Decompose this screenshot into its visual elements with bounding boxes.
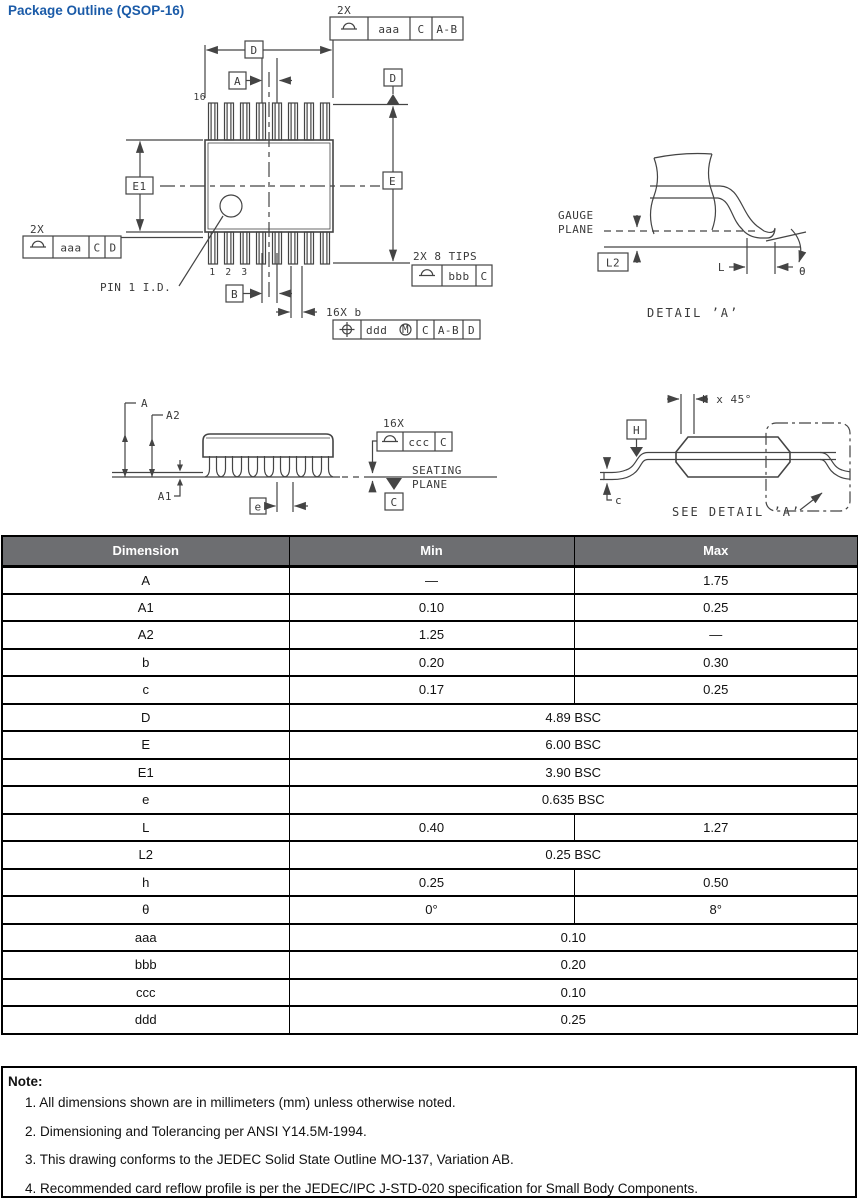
max-cell: 8° xyxy=(574,896,858,924)
pin-number-1: 1 xyxy=(209,267,216,278)
end-view xyxy=(600,393,850,519)
table-row xyxy=(2,924,858,952)
dim-cell: θ xyxy=(2,896,289,924)
max-cell: 0.25 xyxy=(574,594,858,622)
gauge-plane-label-2: PLANE xyxy=(558,223,594,236)
table-row xyxy=(2,1006,858,1034)
table-row xyxy=(2,759,858,787)
dim-cell: aaa xyxy=(2,924,289,952)
fcf-b-tolerance: ddd xyxy=(366,324,388,337)
dim-cell: c xyxy=(2,676,289,704)
table-row xyxy=(2,896,858,924)
fcf-left xyxy=(23,236,203,258)
datum-d-label: D xyxy=(389,72,397,85)
dimension-table xyxy=(1,535,858,1035)
package-outline-drawing xyxy=(0,0,858,535)
dim-c-label: c xyxy=(615,494,623,507)
fcf-tips-tolerance: bbb xyxy=(448,270,470,283)
fcf-left-datum2: D xyxy=(109,241,117,255)
pin1-id-dot xyxy=(220,195,242,217)
min-cell: 0.40 xyxy=(289,814,574,842)
dim-cell: E xyxy=(2,731,289,759)
table-row xyxy=(2,979,858,1007)
span-cell: 0.25 BSC xyxy=(289,841,858,869)
dim-e-label: E xyxy=(388,175,397,188)
fcf-b-datum2: A-B xyxy=(437,324,460,337)
table-row xyxy=(2,731,858,759)
fcf-ccc-datum1: C xyxy=(439,436,448,449)
table-header-row xyxy=(2,536,858,566)
min-cell: 0.10 xyxy=(289,594,574,622)
table-row xyxy=(2,786,858,814)
fcf-tips xyxy=(412,265,492,286)
fcf-top-tolerance: aaa xyxy=(378,23,400,36)
dim-cell: L2 xyxy=(2,841,289,869)
qty-2x-top-label: 2X xyxy=(337,4,352,17)
fcf-tips-datum1: C xyxy=(480,270,488,283)
dim-cell: b xyxy=(2,649,289,677)
fcf-ccc xyxy=(377,432,452,451)
fcf-left-datum1: C xyxy=(93,241,101,255)
profile-of-surface-icon xyxy=(419,270,435,276)
fcf-b-datum1: C xyxy=(421,324,430,337)
fcf-left-tolerance: aaa xyxy=(60,241,82,255)
note-item: 2. Dimensioning and Tolerancing per ANSI Y14.5M-1994. xyxy=(25,1123,367,1139)
true-position-icon xyxy=(340,322,355,337)
dim-a2-label: A2 xyxy=(166,409,181,422)
dim-l2-label: L2 xyxy=(605,256,621,270)
table-row xyxy=(2,814,858,842)
dim-e1-label: E1 xyxy=(132,180,147,193)
table-row xyxy=(2,676,858,704)
dim-cell: A2 xyxy=(2,621,289,649)
see-detail-a-label: SEE DETAIL ’A’ xyxy=(672,505,802,519)
fcf-top-datum1: C xyxy=(417,23,425,36)
notes-heading: Note: xyxy=(8,1074,43,1089)
table-row xyxy=(2,704,858,732)
max-cell: 0.30 xyxy=(574,649,858,677)
profile-of-surface-icon xyxy=(341,23,357,29)
detail-a-caption: DETAIL ’A’ xyxy=(647,306,740,320)
profile-of-surface-icon xyxy=(30,241,46,247)
min-cell: 0.17 xyxy=(289,676,574,704)
seating-plane-label-2: PLANE xyxy=(412,478,448,491)
note-item: 1. All dimensions shown are in millimeters (mm) unless otherwise noted. xyxy=(25,1095,456,1110)
span-cell: 0.20 xyxy=(289,951,858,979)
dim-h45-label: h x 45° xyxy=(702,393,752,406)
dim-cell: L xyxy=(2,814,289,842)
notes-section xyxy=(1,1066,857,1198)
fcf-top xyxy=(330,17,463,40)
table-row xyxy=(2,951,858,979)
fcf-b-modifier: M xyxy=(401,323,410,336)
tips-qty-label: 2X 8 TIPS xyxy=(413,250,478,263)
dim-d-label: D xyxy=(250,44,258,57)
pin1-id-label: PIN 1 I.D. xyxy=(100,281,172,294)
dim-e-pitch-label: e xyxy=(254,500,262,514)
dim-cell: D xyxy=(2,704,289,732)
min-cell: 1.25 xyxy=(289,621,574,649)
side-view xyxy=(112,397,497,514)
max-cell: 0.25 xyxy=(574,676,858,704)
min-cell: 0.25 xyxy=(289,869,574,897)
pin-number-3: 3 xyxy=(241,267,248,278)
col-header-max: Max xyxy=(574,536,858,566)
fcf-ccc-tolerance: ccc xyxy=(408,436,430,449)
pin-number-2: 2 xyxy=(225,267,232,278)
dim-a1-label: A1 xyxy=(157,490,172,503)
datum-b-label: B xyxy=(230,288,239,301)
fcf-b-datum3: D xyxy=(467,324,476,337)
dim-cell: ddd xyxy=(2,1006,289,1034)
pin16-label: 16 xyxy=(193,92,206,103)
dim-l-label: L xyxy=(717,261,725,274)
qty-16x-label: 16X xyxy=(383,417,405,430)
fcf-top-datum2: A-B xyxy=(436,23,458,36)
span-cell: 0.635 BSC xyxy=(289,786,858,814)
min-cell: — xyxy=(289,566,574,594)
dim-a-label: A xyxy=(141,397,149,410)
dim-cell: A xyxy=(2,566,289,594)
min-cell: 0° xyxy=(289,896,574,924)
dim-cell: ccc xyxy=(2,979,289,1007)
table-row xyxy=(2,649,858,677)
note-item: 3. This drawing conforms to the JEDEC Solid State Outline MO-137, Variation AB. xyxy=(25,1152,514,1167)
table-row xyxy=(2,869,858,897)
span-cell: 6.00 BSC xyxy=(289,731,858,759)
profile-of-surface-icon xyxy=(382,436,398,442)
max-cell: 1.75 xyxy=(574,566,858,594)
notes-list xyxy=(25,1089,847,1200)
span-cell: 0.25 xyxy=(289,1006,858,1034)
table-row xyxy=(2,566,858,594)
detail-a-view xyxy=(558,154,806,321)
datum-c-label: C xyxy=(390,496,398,509)
table-row xyxy=(2,621,858,649)
seating-plane-label-1: SEATING xyxy=(412,464,462,477)
gauge-plane-label-1: GAUGE xyxy=(558,209,594,222)
datum-a-label: A xyxy=(233,75,242,88)
dim-cell: h xyxy=(2,869,289,897)
span-cell: 3.90 BSC xyxy=(289,759,858,787)
span-cell: 0.10 xyxy=(289,924,858,952)
max-cell: 1.27 xyxy=(574,814,858,842)
page-title: Package Outline (QSOP-16) xyxy=(8,3,185,18)
max-cell: — xyxy=(574,621,858,649)
max-cell: 0.50 xyxy=(574,869,858,897)
dim-cell: e xyxy=(2,786,289,814)
table-row xyxy=(2,594,858,622)
qty-2x-left-label: 2X xyxy=(30,223,45,236)
dim-theta-label: θ xyxy=(799,265,807,278)
b-qty-label: 16X b xyxy=(326,306,362,319)
col-header-dimension: Dimension xyxy=(2,536,289,566)
table-row xyxy=(2,841,858,869)
span-cell: 4.89 BSC xyxy=(289,704,858,732)
min-cell: 0.20 xyxy=(289,649,574,677)
dim-cell: E1 xyxy=(2,759,289,787)
note-item: 4. Recommended card reflow profile is per the JEDEC/IPC J-STD-020 specification for Small Body Components. xyxy=(25,1180,699,1196)
dim-cell: A1 xyxy=(2,594,289,622)
top-view xyxy=(23,4,492,339)
span-cell: 0.10 xyxy=(289,979,858,1007)
fcf-b xyxy=(333,320,480,339)
datum-h-label: H xyxy=(632,424,641,437)
col-header-min: Min xyxy=(289,536,574,566)
dim-cell: bbb xyxy=(2,951,289,979)
